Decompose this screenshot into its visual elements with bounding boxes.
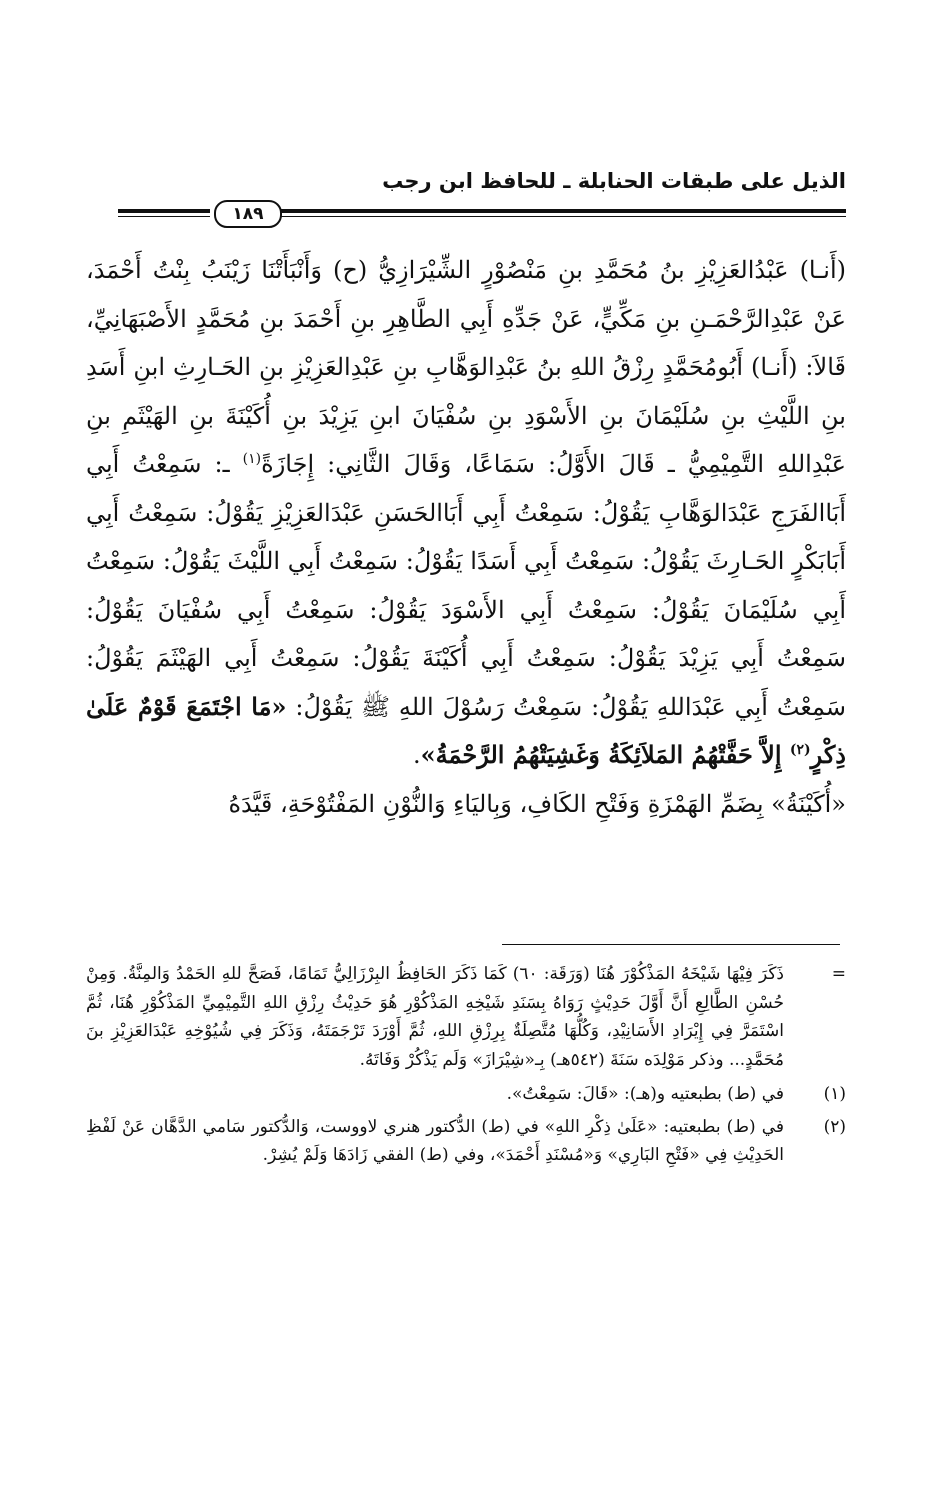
body-paragraph: «أُكَيْنَةُ» بِضَمِّ الهَمْزَةِ وَفَتْحِ الكَافِ، وَبِاليَاءِ وَالنُّوْنِ المَفْتُوْحَةِ، قَيَّدَهُ <box>228 789 846 818</box>
footnote-text: في (ط) بطبعتيه و(هـ): «قَالَ: سَمِعْتُ». <box>506 1084 784 1104</box>
footnote-marker: (١) <box>823 1084 846 1104</box>
body-paragraph <box>86 246 846 780</box>
header-rule-right <box>278 209 846 213</box>
footnote-ref-1: (١) <box>242 451 262 467</box>
footnote-text: ذَكَرَ فِيْهَا شَيْخَهُ المَذْكُوْرَ هُنَا (وَرَقَة: ٦٠) كَمَا ذَكَرَ الحَافِظُ البِرْزَالِيُّ تَمَامًا، فَصَحَّ للهِ الحَمْدُ وَالمِنَّةُ. وَمِنْ حُسْنِ الطَّالِعِ أَنَّ أَوَّلَ حَدِيْثٍ رَوَاهُ بِسَنَدِ شَيْخِهِ المَذْكُوْرِ هُوَ حَدِيْثُ رِزْقِ اللهِ التَّمِيْمِيِّ المَذْكُوْرِ هُنَا، ثُمَّ اسْتَمَرَّ فِي إِيْرَادِ الأَسَانِيْدِ، وَكُلُّهَا مُتَّصِلَةٌ بِرِزْقِ اللهِ، ثُمَّ أَوْرَدَ تَرْجَمَتَهُ، وَذَكَرَ فِي شُيُوْخِهِ عَبْدَالعَزِيْزِ بنَ مُحَمَّدٍ... وذكر مَوْلِدَه سَنَةَ (٥٤٢هـ) بِـ«شِيْرَازَ» وَلَم يَذْكُرْ وَفَاتَهُ. <box>86 964 785 1070</box>
header-rule-left-thin <box>118 216 210 217</box>
footnote-text: في (ط) بطبعتيه: «عَلَىٰ ذِكْرِ اللهِ» في (ط) الدُّكتور هنري لاووست، وَالدُّكتور سَامي الدَّهَّان عَنْ لَفْظِ الحَدِيْثِ فِي «فَتْحِ البَارِي» وَ«مُسْنَدِ أَحْمَدَ»، وفي (ط) الفقي زَادَهَا وَلَمْ يُشِرْ. <box>86 1116 784 1165</box>
footnote-2 <box>86 1113 846 1170</box>
header-rule <box>118 200 846 226</box>
page-number: ١٨٩ <box>214 200 282 228</box>
continuation-marker: = <box>831 964 846 984</box>
main-text <box>86 246 846 828</box>
header-rule-left <box>118 209 210 213</box>
isnad-text: (أَنـا) عَبْدُالعَزِيْزِ بنُ مُحَمَّدِ بنِ مَنْصُوْرٍ الشِّيْرَازِيُّ (ح) وَأَنْبَأَتْنَا زَيْنَبُ بِنْتُ أَحْمَدَ، عَنْ عَبْدِالرَّحْمَـنِ بنِ مَكِّيٍّ، عَنْ جَدِّهِ أَبِي الطَّاهِرِ بنِ أَحْمَدَ بنِ مُحَمَّدٍ الأَصْبَهَانِيِّ، قَالاَ: (أَنـا) أَبُومُحَمَّدٍ رِزْقُ اللهِ بنُ عَبْدِالوَهَّابِ بنِ عَبْدِالعَزِيْزِ بنِ الحَـارِثِ ابنِ أَسَدِ بنِ اللَّيْثِ بنِ سُلَيْمَانَ بنِ الأَسْوَدِ بنِ سُفْيَانَ ابنِ يَزِيْدَ بنِ أُكَيْنَةَ بنِ الهَيْثَمِ بنِ عَبْدِاللهِ التَّمِيْمِيُّ ـ قَالَ الأَوَّلُ: سَمَاعًا، وَقَالَ الثَّانِي: إِجَازَةً <box>86 256 846 478</box>
footnotes <box>86 960 846 1174</box>
isnad-chain: ـ: سَمِعْتُ أَبِي أَبَاالفَرَجِ عَبْدَالوَهَّابِ يَقُوْلُ: سَمِعْتُ أَبِي أَبَاالحَسَنِ عَبْدَالعَزِيْزِ يَقُوْلُ: سَمِعْتُ أَبِي أَبَابَكْرٍ الحَـارِثَ يَقُوْلُ: سَمِعْتُ أَبِي أَسَدًا يَقُوْلُ: سَمِعْتُ أَبِي اللَّيْثَ يَقُوْلُ: سَمِعْتُ أَبِي سُلَيْمَانَ يَقُوْلُ: سَمِعْتُ أَبِي الأَسْوَدَ يَقُوْلُ: سَمِعْتُ أَبِي سُفْيَانَ يَقُوْلُ: سَمِعْتُ أَبِي يَزِيْدَ يَقُوْلُ: سَمِعْتُ أَبِي أُكَيْنَةَ يَقُوْلُ: سَمِعْتُ أَبِي الهَيْثَمَ يَقُوْلُ: سَمِعْتُ أَبِي عَبْدَاللهِ يَقُوْلُ: سَمِعْتُ رَسُوْلَ اللهِ ﷺ يَقُوْلُ: <box>86 450 846 721</box>
footnote-1 <box>86 1080 846 1109</box>
sentence-end: . <box>412 741 421 769</box>
hadith-text-start: «مَا اجْتَمَعَ قَوْمٌ عَلَىٰ ذِكْرٍ <box>86 691 846 769</box>
running-title: الذيل على طبقات الحنابلة ـ للحافظ ابن رجب <box>382 169 846 193</box>
footnote-marker: (٢) <box>823 1116 846 1137</box>
header-rule-right-thin <box>278 216 846 217</box>
hadith-text-end: إِلاَّ حَفَّتْهُمُ المَلاَئِكَةُ وَغَشِيَتْهُمُ الرَّحْمَةُ» <box>420 740 790 769</box>
footnote-continuation <box>86 960 846 1074</box>
footnote-separator <box>502 944 840 945</box>
footnote-ref-2: (٢) <box>789 742 811 758</box>
